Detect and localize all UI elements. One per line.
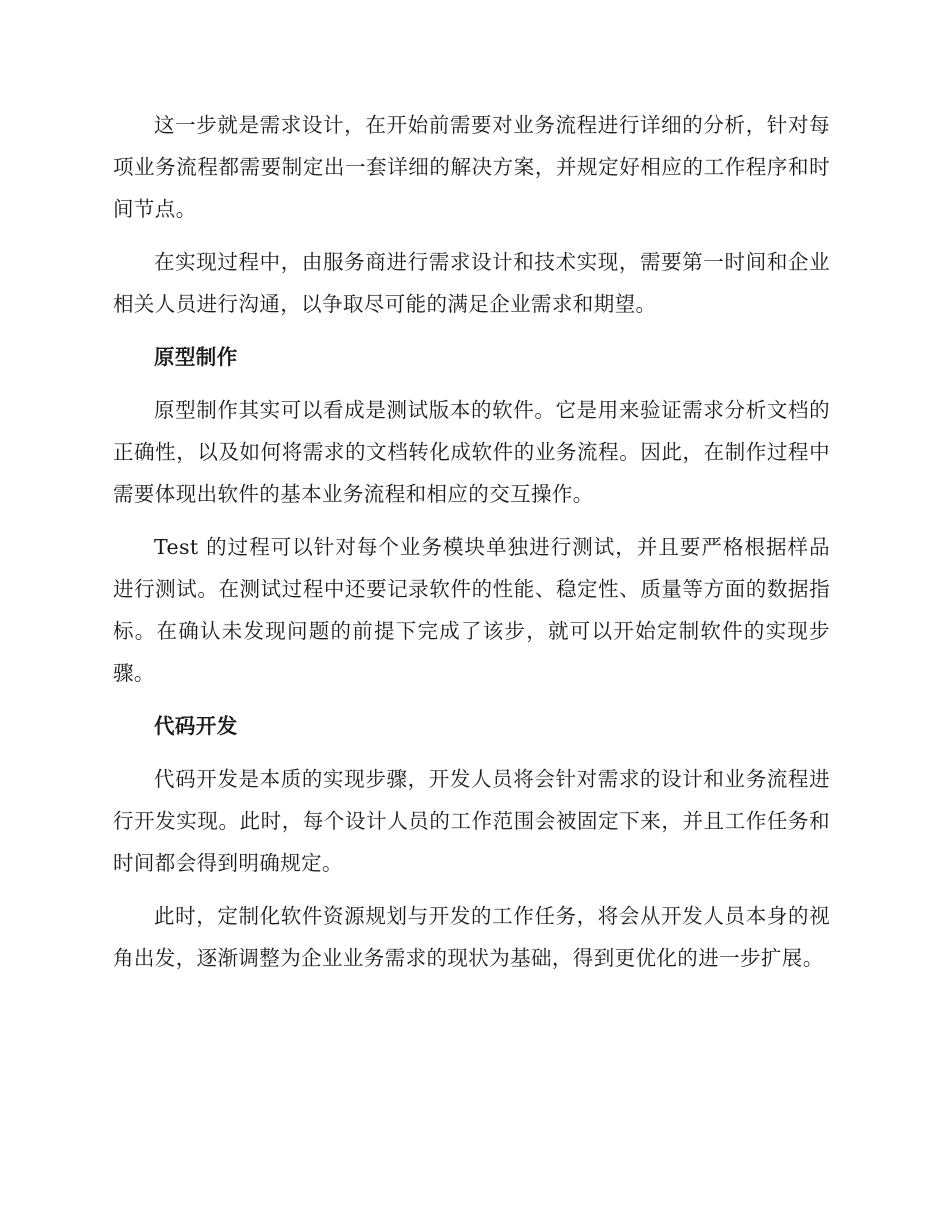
heading-code-development: 代码开发 xyxy=(154,714,238,738)
document-page xyxy=(113,104,830,990)
paragraph-testing: Test 的过程可以针对每个业务模块单独进行测试，并且要严格根据样品进行测试。在测试过程中还要记录软件的性能、稳定性、质量等方面的数据指标。在确认未发现问题的前提下完成了该步，就可以开始定制软件的实现步骤。 xyxy=(113,535,830,685)
paragraph-implementation-process: 在实现过程中，由服务商进行需求设计和技术实现，需要第一时间和企业相关人员进行沟通，以争取尽可能的满足企业需求和期望。 xyxy=(113,250,830,316)
paragraph-prototype: 原型制作其实可以看成是测试版本的软件。它是用来验证需求分析文档的正确性，以及如何将需求的文档转化成软件的业务流程。因此，在制作过程中需要体现出软件的基本业务流程和相应的交互操作。 xyxy=(113,398,830,506)
paragraph-requirements-design: 这一步就是需求设计，在开始前需要对业务流程进行详细的分析，针对每项业务流程都需要制定出一套详细的解决方案，并规定好相应的工作程序和时间节点。 xyxy=(113,113,830,221)
heading-prototype: 原型制作 xyxy=(154,345,238,369)
paragraph-code-development: 代码开发是本质的实现步骤，开发人员将会针对需求的设计和业务流程进行开发实现。此时，每个设计人员的工作范围会被固定下来，并且工作任务和时间都会得到明确规定。 xyxy=(113,767,830,875)
paragraph-resource-planning: 此时，定制化软件资源规划与开发的工作任务，将会从开发人员本身的视角出发，逐渐调整为企业业务需求的现状为基础，得到更优化的进一步扩展。 xyxy=(113,904,830,970)
